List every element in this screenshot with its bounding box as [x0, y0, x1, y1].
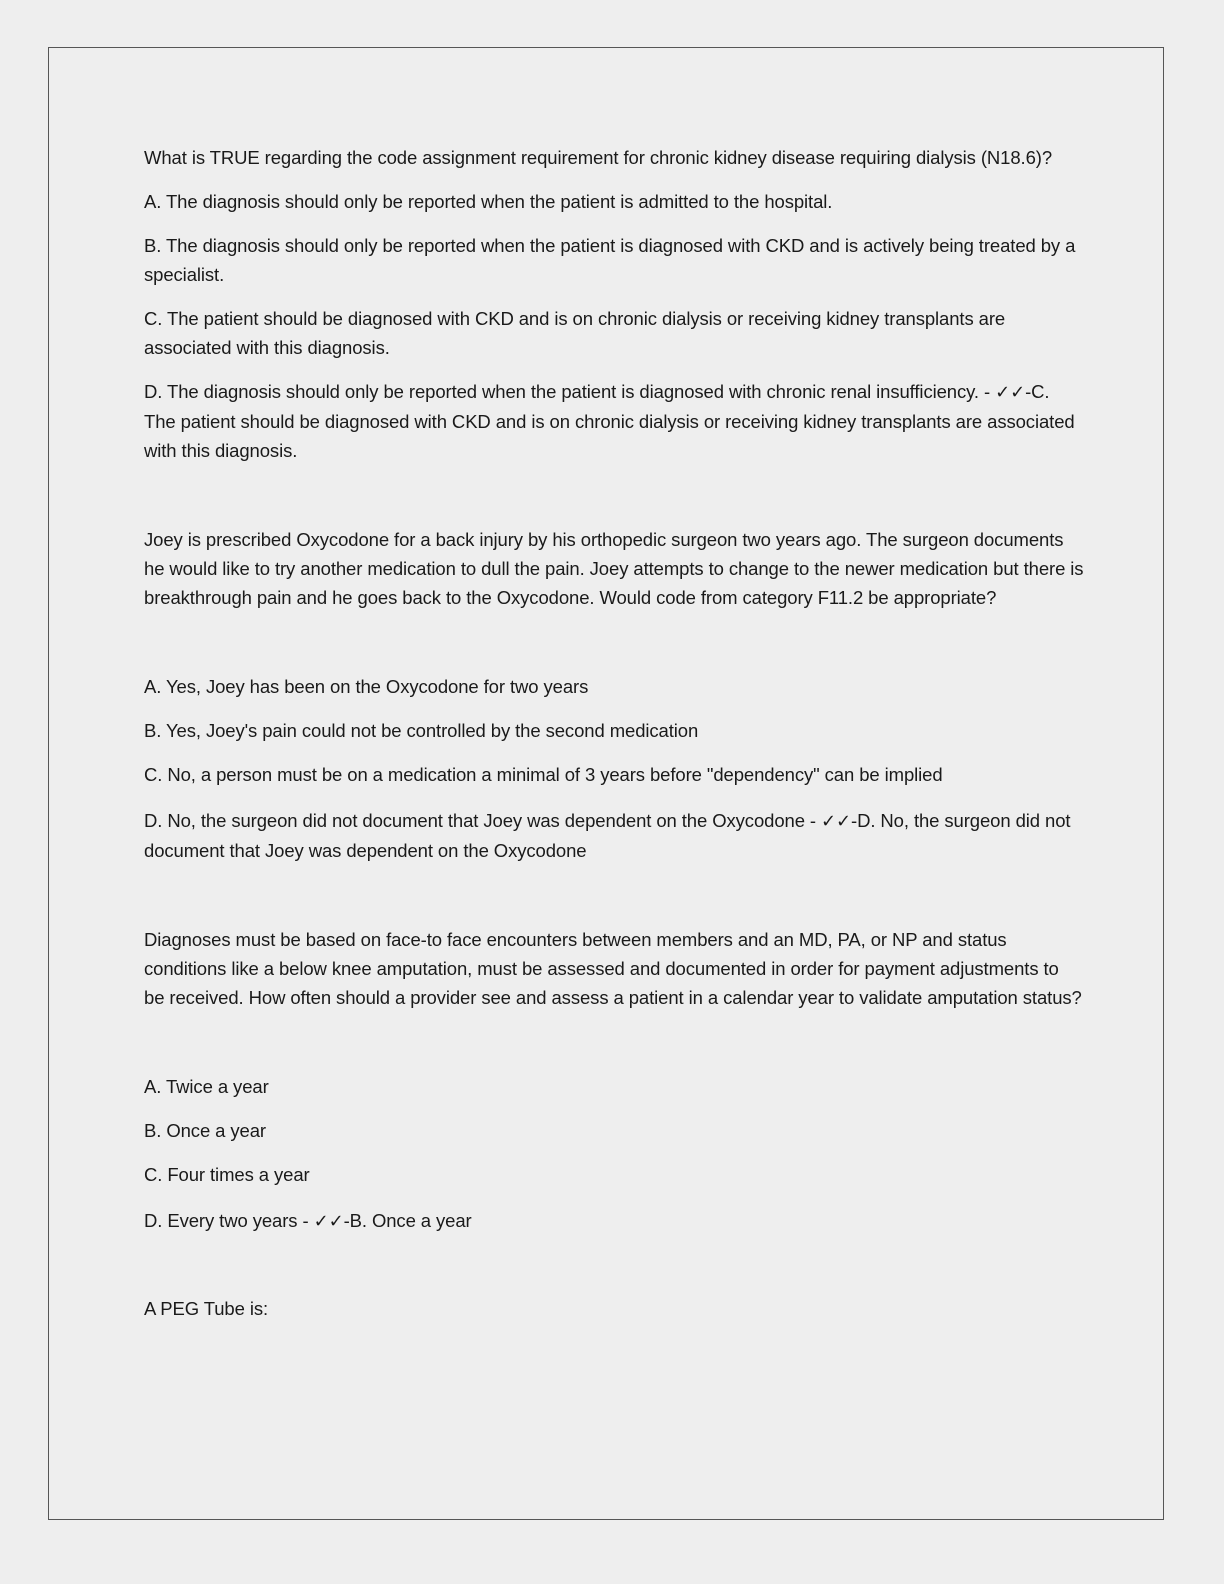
- question-2-option-c: C. No, a person must be on a medication a minimal of 3 years before "dependency" can be implied: [144, 764, 943, 785]
- question-3-stem: Diagnoses must be based on face-to face encounters between members and an MD, PA, or NP and status conditions like a below knee amputation, must be assessed and documented in order for payment adjustments to be received. How often should a provider see and assess a patient in a calendar year to validate amputation status?: [144, 929, 1082, 1008]
- question-2-option-b: B. Yes, Joey's pain could not be controlled by the second medication: [144, 720, 699, 741]
- question-1-option-d: D. The diagnosis should only be reported when the patient is diagnosed with chronic renal insufficiency. -: [144, 381, 991, 402]
- question-3-option-a: A. Twice a year: [144, 1076, 269, 1097]
- question-3-option-c: C. Four times a year: [144, 1164, 310, 1185]
- question-3-option-b: B. Once a year: [144, 1120, 266, 1141]
- question-3-option-d-with-answer: [144, 1206, 1084, 1236]
- checkmark-icon: ✓✓: [821, 811, 852, 832]
- question-3-answer: -B. Once a year: [343, 1210, 472, 1231]
- document-body: [144, 143, 1084, 1323]
- question-1-option-b: B. The diagnosis should only be reported when the patient is diagnosed with CKD and is actively being treated by a specialist.: [144, 235, 1076, 285]
- question-1-option-c: C. The patient should be diagnosed with CKD and is on chronic dialysis or receiving kidney transplants are associated with this diagnosis.: [144, 308, 1006, 358]
- question-4-stem: A PEG Tube is:: [144, 1298, 269, 1319]
- checkmark-icon: ✓✓: [313, 1211, 344, 1232]
- checkmark-icon: ✓✓: [995, 382, 1026, 403]
- question-2-answer: -D. No, the surgeon did not document that Joey was dependent on the Oxycodone: [144, 810, 1071, 861]
- question-2-option-a: A. Yes, Joey has been on the Oxycodone for two years: [144, 676, 589, 697]
- question-2-option-d-with-answer: [144, 806, 1084, 865]
- question-1-option-a: A. The diagnosis should only be reported when the patient is admitted to the hospital.: [144, 191, 833, 212]
- question-1-option-d-with-answer: [144, 377, 1084, 465]
- question-1-stem: What is TRUE regarding the code assignment requirement for chronic kidney disease requiring dialysis (N18.6)?: [144, 147, 1053, 168]
- question-2-option-d: D. No, the surgeon did not document that Joey was dependent on the Oxycodone -: [144, 810, 816, 831]
- question-1-answer: -C. The patient should be diagnosed with CKD and is on chronic dialysis or receiving kidney transplants are associated with this diagnosis.: [144, 381, 1075, 461]
- question-3-option-d: D. Every two years -: [144, 1210, 309, 1231]
- question-2-stem: Joey is prescribed Oxycodone for a back injury by his orthopedic surgeon two years ago. The surgeon documents he would like to try another medication to dull the pain. Joey attempts to change to the newer medication but there is breakthrough pain and he goes back to the Oxycodone. Would code from category F11.2 be appropriate?: [144, 529, 1084, 608]
